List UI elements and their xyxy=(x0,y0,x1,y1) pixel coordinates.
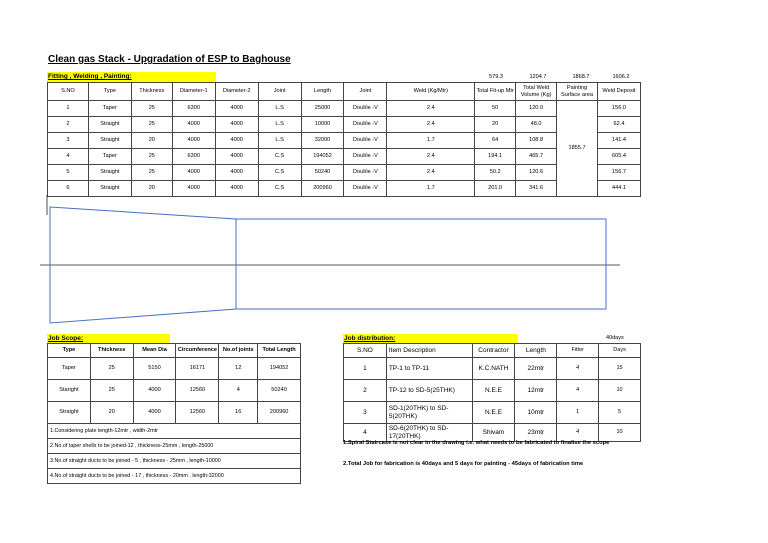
cell-weld-deposit: 156.7 xyxy=(597,165,640,181)
cell-joint: L.S xyxy=(258,133,301,149)
cell-joint-type: Double -V xyxy=(344,165,387,181)
note-text: 2.No.of taper shells to be joined-12 , thickness-25mm , length-25000 xyxy=(48,439,301,454)
job-scope-table xyxy=(47,343,301,484)
cell-length: 12mtr xyxy=(515,380,557,402)
cell-weld: 2.4 xyxy=(387,165,475,181)
cell-fitter: 4 xyxy=(557,380,599,402)
cell-sno: 3 xyxy=(48,133,89,149)
cell-type: Straight xyxy=(88,165,131,181)
note-row xyxy=(48,469,301,484)
table-header-row xyxy=(344,344,641,358)
job-distribution-table xyxy=(343,343,641,442)
cell-weld-deposit: 444.1 xyxy=(597,181,640,197)
cell-joint-type: Double -V xyxy=(344,133,387,149)
cell-painting-merged: 1855.7 xyxy=(557,101,598,197)
cell-diameter-1: 4000 xyxy=(172,181,215,197)
cell-sno: 5 xyxy=(48,165,89,181)
column-header: Joint xyxy=(344,83,387,101)
cell-total-length: 194052 xyxy=(258,358,301,380)
cell-weld: 1.7 xyxy=(387,181,475,197)
table-row xyxy=(48,149,641,165)
days-note: 40days xyxy=(606,335,624,341)
cell-thickness: 20 xyxy=(131,181,172,197)
cell-diameter-1: 4000 xyxy=(172,165,215,181)
cell-diameter-1: 4000 xyxy=(172,117,215,133)
column-header: Length xyxy=(301,83,344,101)
cell-thickness: 25 xyxy=(131,117,172,133)
cell-length: 200960 xyxy=(301,181,344,197)
cell-weld: 2.4 xyxy=(387,101,475,117)
cell-thickness: 25 xyxy=(131,149,172,165)
cell-sno: 1 xyxy=(48,101,89,117)
column-header: Painting Surface area xyxy=(557,83,598,101)
cell-description: TP-1 to TP-11 xyxy=(386,358,472,380)
cell-joint: C.S xyxy=(258,165,301,181)
column-header: Weld (Kg/Mtr) xyxy=(387,83,475,101)
total-weld-volume: 1204.7 xyxy=(529,74,547,80)
note-row xyxy=(48,454,301,469)
column-header: Total Length xyxy=(258,344,301,358)
cell-joint: C.S xyxy=(258,149,301,165)
cell-sno: 4 xyxy=(344,424,387,442)
total-weld-deposit: 1606.2 xyxy=(612,74,630,80)
column-header: Circumference xyxy=(176,344,219,358)
column-header: Type xyxy=(48,344,91,358)
cell-diameter-2: 4000 xyxy=(215,165,258,181)
cell-fitter: 1 xyxy=(557,402,599,424)
cell-mean-dia: 5150 xyxy=(133,358,176,380)
cell-joint-type: Double -V xyxy=(344,149,387,165)
cell-joint-type: Double -V xyxy=(344,181,387,197)
cell-weld: 2.4 xyxy=(387,117,475,133)
cell-mean-dia: 4000 xyxy=(133,402,176,424)
cell-days: 10 xyxy=(599,424,641,442)
cell-diameter-1: 6300 xyxy=(172,149,215,165)
cell-thickness: 20 xyxy=(131,133,172,149)
cell-sno: 3 xyxy=(344,402,387,424)
cell-contractor: Shivam xyxy=(472,424,515,442)
cell-sno: 4 xyxy=(48,149,89,165)
cell-length: 23mtr xyxy=(515,424,557,442)
cell-description: SD-1(20THK) to SD-5(20THK) xyxy=(386,402,472,424)
cell-joints: 4 xyxy=(219,380,258,402)
cell-weld: 1.7 xyxy=(387,133,475,149)
straight-section-shape xyxy=(236,219,606,309)
cell-joint: L.S xyxy=(258,101,301,117)
cell-weld-volume: 120.6 xyxy=(516,165,557,181)
cell-thickness: 25 xyxy=(90,380,133,402)
cell-circumference: 12560 xyxy=(176,402,219,424)
cell-contractor: N.E.E xyxy=(472,402,515,424)
note-text: 4.No.of straight ducts to be joined - 17 , thickness - 20mm , length-32000 xyxy=(48,469,301,484)
cell-weld-deposit: 156.0 xyxy=(597,101,640,117)
note-row xyxy=(48,424,301,439)
total-fitup: 579.3 xyxy=(489,74,503,80)
cell-total-length: 200960 xyxy=(258,402,301,424)
cell-diameter-2: 4000 xyxy=(215,133,258,149)
cell-joint-type: Double -V xyxy=(344,101,387,117)
cell-type: Straight xyxy=(88,181,131,197)
cell-mean-dia: 4000 xyxy=(133,380,176,402)
cell-type: Straight xyxy=(48,402,91,424)
cell-thickness: 20 xyxy=(90,402,133,424)
cell-fitter: 4 xyxy=(557,358,599,380)
table-row xyxy=(48,402,301,424)
section-label-job-scope: Job Scope: xyxy=(47,334,170,343)
cell-length: 50240 xyxy=(301,165,344,181)
cell-days: 10 xyxy=(599,380,641,402)
cell-description: TP-12 to SD-5(25THK) xyxy=(386,380,472,402)
cell-contractor: K.C.NATH xyxy=(472,358,515,380)
cell-sno: 6 xyxy=(48,181,89,197)
column-header: Fitter xyxy=(557,344,599,358)
column-header: S.NO xyxy=(48,83,89,101)
cell-circumference: 12560 xyxy=(176,380,219,402)
cell-diameter-1: 4000 xyxy=(172,133,215,149)
table-row xyxy=(48,133,641,149)
note-text: 1.Considering plate length-12mtr , width-2mtr xyxy=(48,424,301,439)
cell-length: 10000 xyxy=(301,117,344,133)
total-painting: 1868.7 xyxy=(572,74,590,80)
column-header: S.NO xyxy=(344,344,387,358)
cell-joints: 16 xyxy=(219,402,258,424)
cell-weld: 2.4 xyxy=(387,149,475,165)
cell-type: Taper xyxy=(88,149,131,165)
cell-diameter-2: 4000 xyxy=(215,149,258,165)
table-row xyxy=(344,358,641,380)
cell-fitup: 50 xyxy=(475,101,516,117)
cell-diameter-2: 4000 xyxy=(215,117,258,133)
cell-fitter: 4 xyxy=(557,424,599,442)
section-label-fitting: Fitting , Welding , Painting: xyxy=(47,72,216,82)
cell-length: 32000 xyxy=(301,133,344,149)
cell-weld-deposit: 141.4 xyxy=(597,133,640,149)
cell-fitup: 20 xyxy=(475,117,516,133)
cell-joint-type: Double -V xyxy=(344,117,387,133)
column-header: Item Description xyxy=(386,344,472,358)
cell-sno: 2 xyxy=(48,117,89,133)
cell-weld-volume: 341.6 xyxy=(516,181,557,197)
cell-length: 10mtr xyxy=(515,402,557,424)
column-header: No.of joints xyxy=(219,344,258,358)
column-header: Mean Dia xyxy=(133,344,176,358)
cell-sno: 1 xyxy=(344,358,387,380)
column-header: Thickness xyxy=(131,83,172,101)
column-header: Total Weld Volume (Kg) xyxy=(516,83,557,101)
table-header-row xyxy=(48,83,641,101)
cell-total-length: 50240 xyxy=(258,380,301,402)
column-header: Joint xyxy=(258,83,301,101)
cell-diameter-2: 4000 xyxy=(215,181,258,197)
note-row xyxy=(48,439,301,454)
cell-weld-deposit: 62.4 xyxy=(597,117,640,133)
column-header: Length xyxy=(515,344,557,358)
cell-type: Straight xyxy=(88,117,131,133)
cell-thickness: 25 xyxy=(90,358,133,380)
table-row xyxy=(344,424,641,442)
distribution-note-1: 1.Spiral Staircase is not clear in the drawing i.e. what needs to be fabricated to finalise the scope xyxy=(343,440,610,446)
table-row xyxy=(344,402,641,424)
cell-type: Straight xyxy=(88,133,131,149)
table-row xyxy=(48,101,641,117)
column-header: Thickness xyxy=(90,344,133,358)
stack-diagram xyxy=(40,195,620,325)
table-header-row xyxy=(48,344,301,358)
column-header: Weld Deposit xyxy=(597,83,640,101)
cell-weld-volume: 108.8 xyxy=(516,133,557,149)
column-header: Type xyxy=(88,83,131,101)
cell-contractor: N.E.E xyxy=(472,380,515,402)
cell-weld-deposit: 605.4 xyxy=(597,149,640,165)
page-title: Clean gas Stack - Upgradation of ESP to Baghouse xyxy=(48,54,291,65)
column-header: Contractor xyxy=(472,344,515,358)
table-row xyxy=(48,165,641,181)
note-text: 3.No.of straight ducts to be joined - 5 , thickness - 25mm , length-10000 xyxy=(48,454,301,469)
cell-fitup: 194.1 xyxy=(475,149,516,165)
distribution-note-2: 2.Total Job for fabrication is 40days and 5 days for painting - 45days of fabrication time xyxy=(343,461,584,467)
cell-weld-volume: 465.7 xyxy=(516,149,557,165)
cell-fitup: 64 xyxy=(475,133,516,149)
cell-joint: C.S xyxy=(258,181,301,197)
table-row xyxy=(48,358,301,380)
main-table xyxy=(47,82,641,197)
cell-weld-volume: 48.0 xyxy=(516,117,557,133)
cell-weld-volume: 120.0 xyxy=(516,101,557,117)
cell-days: 5 xyxy=(599,402,641,424)
cell-diameter-2: 4000 xyxy=(215,101,258,117)
table-row xyxy=(48,117,641,133)
cell-length: 25000 xyxy=(301,101,344,117)
cell-fitup: 201.0 xyxy=(475,181,516,197)
section-label-job-distribution: Job distribution: xyxy=(343,334,518,343)
cell-type: Taper xyxy=(48,358,91,380)
column-header: Diameter-2 xyxy=(215,83,258,101)
cell-days: 15 xyxy=(599,358,641,380)
cell-type: Taper xyxy=(88,101,131,117)
column-header: Diameter-1 xyxy=(172,83,215,101)
cell-thickness: 25 xyxy=(131,101,172,117)
cell-circumference: 16171 xyxy=(176,358,219,380)
cell-joints: 12 xyxy=(219,358,258,380)
cell-sno: 2 xyxy=(344,380,387,402)
column-header: Total Fit-up Mtr xyxy=(475,83,516,101)
cell-thickness: 25 xyxy=(131,165,172,181)
table-row xyxy=(344,380,641,402)
cell-length: 194052 xyxy=(301,149,344,165)
column-header: Days xyxy=(599,344,641,358)
cell-type: Staright xyxy=(48,380,91,402)
cell-diameter-1: 6300 xyxy=(172,101,215,117)
cell-length: 22mtr xyxy=(515,358,557,380)
cell-fitup: 50.2 xyxy=(475,165,516,181)
table-row xyxy=(48,380,301,402)
cell-joint: L.S xyxy=(258,117,301,133)
cell-description: SD-6(20THK) to SD-17(20THK) xyxy=(386,424,472,442)
